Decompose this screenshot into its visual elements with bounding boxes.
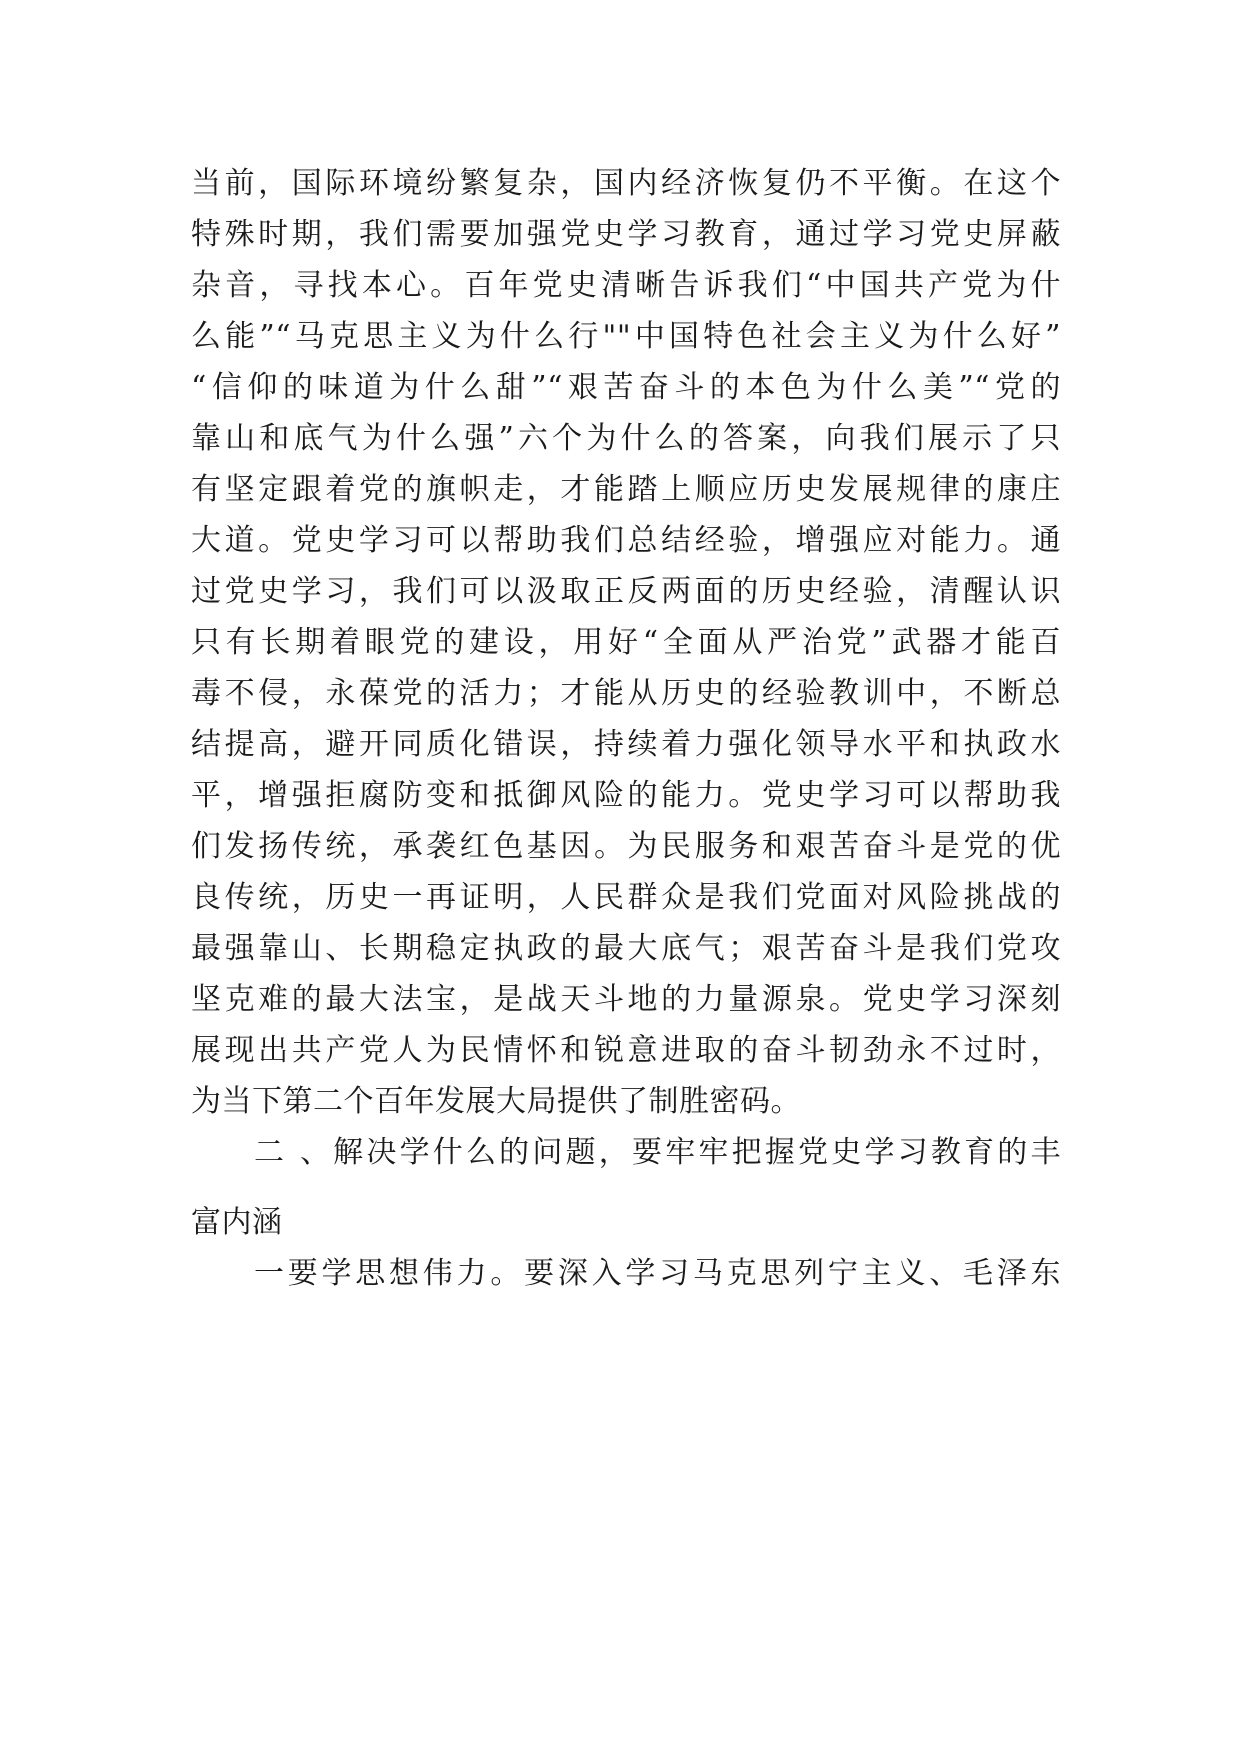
text-line: 结提高，避开同质化错误，持续着力强化领导水平和执政水 [191, 727, 1061, 762]
text-line: 坚克难的最大法宝，是战天斗地的力量源泉。党史学习深刻 [191, 982, 1061, 1017]
text-line: 只有长期着眼党的建设，用好“全面从严治党”武器才能百 [191, 625, 1061, 660]
text-line: 特殊时期，我们需要加强党史学习教育，通过学习党史屏蔽 [191, 217, 1061, 252]
text-line: 毒不侵，永葆党的活力；才能从历史的经验教训中，不断总 [191, 676, 1061, 711]
text-line: 当前，国际环境纷繁复杂，国内经济恢复仍不平衡。在这个 [191, 166, 1061, 201]
text-line: 良传统，历史一再证明，人民群众是我们党面对风险挑战的 [191, 880, 1061, 915]
text-line: 靠山和底气为什么强”六个为什么的答案，向我们展示了只 [191, 421, 1061, 456]
text-line: “信仰的味道为什么甜”“艰苦奋斗的本色为什么美”“党的 [191, 370, 1061, 405]
text-line: 展现出共产党人为民情怀和锐意进取的奋斗韧劲永不过时， [191, 1033, 1061, 1068]
paragraph-start: 一要学思想伟力。要深入学习马克思列宁主义、毛泽东 [254, 1256, 1061, 1291]
text-line: 为当下第二个百年发展大局提供了制胜密码。 [191, 1084, 801, 1119]
heading-gap [191, 1178, 1061, 1197]
section-heading: 二 、解决学什么的问题，要牢牢把握党史学习教育的丰 [254, 1135, 1061, 1170]
text-line: 有坚定跟着党的旗帜走，才能踏上顺应历史发展规律的康庄 [191, 472, 1061, 507]
text-line: 过党史学习，我们可以汲取正反两面的历史经验，清醒认识 [191, 574, 1061, 609]
text-line: 么能”“马克思主义为什么行""中国特色社会主义为什么好” [191, 319, 1061, 354]
body-text [191, 158, 1061, 1299]
text-line: 大道。党史学习可以帮助我们总结经验，增强应对能力。通 [191, 523, 1061, 558]
text-line: 最强靠山、长期稳定执政的最大底气；艰苦奋斗是我们党攻 [191, 931, 1061, 966]
text-line: 们发扬传统，承袭红色基因。为民服务和艰苦奋斗是党的优 [191, 829, 1061, 864]
text-line: 杂音，寻找本心。百年党史清晰告诉我们“中国共产党为什 [191, 268, 1061, 303]
text-line: 平，增强拒腐防变和抵御风险的能力。党史学习可以帮助我 [191, 778, 1061, 813]
section-heading-continued: 富内涵 [191, 1205, 283, 1240]
